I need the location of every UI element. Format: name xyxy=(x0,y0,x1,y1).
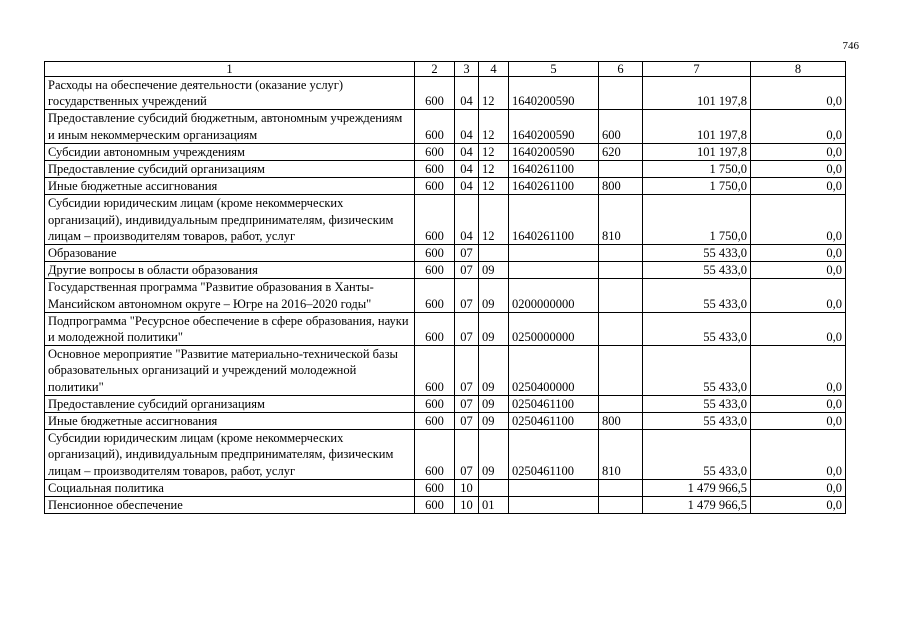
cell-col6: 810 xyxy=(599,195,643,245)
cell-col6: 600 xyxy=(599,110,643,143)
table-row xyxy=(45,110,846,143)
cell-col8: 0,0 xyxy=(751,413,846,430)
cell-col7: 55 433,0 xyxy=(643,245,751,262)
cell-col3: 10 xyxy=(455,497,479,514)
cell-col7: 1 750,0 xyxy=(643,195,751,245)
cell-col7: 55 433,0 xyxy=(643,312,751,345)
table-row xyxy=(45,395,846,412)
cell-col5 xyxy=(509,262,599,279)
cell-col8: 0,0 xyxy=(751,497,846,514)
row-name: Образование xyxy=(45,245,415,262)
cell-col4: 12 xyxy=(479,143,509,160)
cell-col3: 04 xyxy=(455,195,479,245)
column-header: 5 xyxy=(509,62,599,77)
cell-col7: 1 479 966,5 xyxy=(643,497,751,514)
cell-col8: 0,0 xyxy=(751,161,846,178)
column-header: 2 xyxy=(415,62,455,77)
cell-col3: 07 xyxy=(455,312,479,345)
cell-col6 xyxy=(599,395,643,412)
cell-col8: 0,0 xyxy=(751,178,846,195)
cell-col4: 09 xyxy=(479,279,509,312)
cell-col2: 600 xyxy=(415,497,455,514)
row-name: Подпрограмма "Ресурсное обеспечение в сфере образования, науки и молодежной политики" xyxy=(45,312,415,345)
cell-col6 xyxy=(599,245,643,262)
cell-col4: 12 xyxy=(479,110,509,143)
table-row xyxy=(45,497,846,514)
cell-col5: 1640200590 xyxy=(509,110,599,143)
cell-col7: 55 433,0 xyxy=(643,262,751,279)
cell-col2: 600 xyxy=(415,479,455,496)
cell-col7: 101 197,8 xyxy=(643,110,751,143)
row-name: Предоставление субсидий организациям xyxy=(45,395,415,412)
header-row xyxy=(45,62,846,77)
row-name: Основное мероприятие "Развитие материально-технической базы образовательных организаций и учреждений молодежной политики" xyxy=(45,346,415,396)
cell-col5: 0250000000 xyxy=(509,312,599,345)
cell-col3: 07 xyxy=(455,395,479,412)
cell-col3: 07 xyxy=(455,245,479,262)
column-header: 8 xyxy=(751,62,846,77)
cell-col6 xyxy=(599,161,643,178)
cell-col4: 12 xyxy=(479,77,509,110)
cell-col3: 04 xyxy=(455,161,479,178)
cell-col8: 0,0 xyxy=(751,479,846,496)
cell-col2: 600 xyxy=(415,279,455,312)
cell-col2: 600 xyxy=(415,110,455,143)
cell-col7: 55 433,0 xyxy=(643,346,751,396)
cell-col5: 0200000000 xyxy=(509,279,599,312)
cell-col6 xyxy=(599,262,643,279)
cell-col8: 0,0 xyxy=(751,245,846,262)
cell-col2: 600 xyxy=(415,178,455,195)
cell-col7: 1 750,0 xyxy=(643,178,751,195)
cell-col2: 600 xyxy=(415,430,455,480)
column-header: 1 xyxy=(45,62,415,77)
cell-col3: 07 xyxy=(455,413,479,430)
cell-col4: 12 xyxy=(479,178,509,195)
cell-col5: 0250461100 xyxy=(509,395,599,412)
cell-col8: 0,0 xyxy=(751,77,846,110)
cell-col7: 101 197,8 xyxy=(643,143,751,160)
cell-col6 xyxy=(599,279,643,312)
cell-col7: 55 433,0 xyxy=(643,430,751,480)
cell-col2: 600 xyxy=(415,413,455,430)
cell-col6 xyxy=(599,346,643,396)
table-row xyxy=(45,262,846,279)
cell-col5: 1640261100 xyxy=(509,195,599,245)
table-row xyxy=(45,279,846,312)
row-name: Пенсионное обеспечение xyxy=(45,497,415,514)
cell-col8: 0,0 xyxy=(751,312,846,345)
cell-col4: 09 xyxy=(479,430,509,480)
cell-col5: 1640261100 xyxy=(509,178,599,195)
table-row xyxy=(45,479,846,496)
cell-col7: 101 197,8 xyxy=(643,77,751,110)
column-header: 3 xyxy=(455,62,479,77)
cell-col4 xyxy=(479,245,509,262)
cell-col3: 07 xyxy=(455,279,479,312)
row-name: Субсидии юридическим лицам (кроме некоммерческих организаций), индивидуальным предпринимателям, физическим лицам – производителям товаров, работ, услуг xyxy=(45,195,415,245)
column-header: 6 xyxy=(599,62,643,77)
cell-col5 xyxy=(509,245,599,262)
row-name: Расходы на обеспечение деятельности (оказание услуг) государственных учреждений xyxy=(45,77,415,110)
table-row xyxy=(45,77,846,110)
row-name: Предоставление субсидий бюджетным, автономным учреждениям и иным некоммерческим организациям xyxy=(45,110,415,143)
cell-col2: 600 xyxy=(415,77,455,110)
cell-col7: 55 433,0 xyxy=(643,413,751,430)
cell-col2: 600 xyxy=(415,143,455,160)
table-row xyxy=(45,161,846,178)
cell-col4: 09 xyxy=(479,413,509,430)
cell-col7: 1 750,0 xyxy=(643,161,751,178)
cell-col7: 1 479 966,5 xyxy=(643,479,751,496)
table-row xyxy=(45,245,846,262)
cell-col5: 1640200590 xyxy=(509,143,599,160)
cell-col2: 600 xyxy=(415,262,455,279)
table-row xyxy=(45,178,846,195)
cell-col5 xyxy=(509,497,599,514)
cell-col6 xyxy=(599,312,643,345)
table-row xyxy=(45,195,846,245)
cell-col4: 12 xyxy=(479,161,509,178)
cell-col2: 600 xyxy=(415,312,455,345)
row-name: Иные бюджетные ассигнования xyxy=(45,178,415,195)
cell-col4: 09 xyxy=(479,312,509,345)
row-name: Другие вопросы в области образования xyxy=(45,262,415,279)
cell-col2: 600 xyxy=(415,346,455,396)
cell-col8: 0,0 xyxy=(751,279,846,312)
cell-col5: 0250400000 xyxy=(509,346,599,396)
cell-col8: 0,0 xyxy=(751,395,846,412)
cell-col3: 10 xyxy=(455,479,479,496)
row-name: Предоставление субсидий организациям xyxy=(45,161,415,178)
cell-col8: 0,0 xyxy=(751,110,846,143)
table-row xyxy=(45,312,846,345)
cell-col8: 0,0 xyxy=(751,262,846,279)
column-header: 4 xyxy=(479,62,509,77)
cell-col8: 0,0 xyxy=(751,346,846,396)
cell-col4: 09 xyxy=(479,262,509,279)
row-name: Государственная программа "Развитие образования в Ханты-Мансийском автономном округе – Югре на 2016–2020 годы" xyxy=(45,279,415,312)
cell-col8: 0,0 xyxy=(751,195,846,245)
table-row xyxy=(45,413,846,430)
budget-table xyxy=(44,61,846,514)
cell-col4: 12 xyxy=(479,195,509,245)
cell-col3: 07 xyxy=(455,262,479,279)
cell-col4 xyxy=(479,479,509,496)
cell-col6: 800 xyxy=(599,413,643,430)
cell-col6 xyxy=(599,479,643,496)
row-name: Социальная политика xyxy=(45,479,415,496)
cell-col6: 810 xyxy=(599,430,643,480)
cell-col5 xyxy=(509,479,599,496)
cell-col8: 0,0 xyxy=(751,430,846,480)
cell-col5: 1640261100 xyxy=(509,161,599,178)
cell-col5: 0250461100 xyxy=(509,413,599,430)
table-row xyxy=(45,430,846,480)
cell-col7: 55 433,0 xyxy=(643,279,751,312)
cell-col3: 04 xyxy=(455,110,479,143)
cell-col3: 04 xyxy=(455,178,479,195)
cell-col6: 620 xyxy=(599,143,643,160)
cell-col6 xyxy=(599,497,643,514)
cell-col6 xyxy=(599,77,643,110)
cell-col2: 600 xyxy=(415,395,455,412)
cell-col4: 09 xyxy=(479,346,509,396)
cell-col3: 07 xyxy=(455,430,479,480)
row-name: Субсидии юридическим лицам (кроме некоммерческих организаций), индивидуальным предпринимателям, физическим лицам – производителям товаров, работ, услуг xyxy=(45,430,415,480)
cell-col5: 1640200590 xyxy=(509,77,599,110)
column-header: 7 xyxy=(643,62,751,77)
table-row xyxy=(45,143,846,160)
cell-col3: 04 xyxy=(455,77,479,110)
table-row xyxy=(45,346,846,396)
cell-col4: 09 xyxy=(479,395,509,412)
page-number: 746 xyxy=(842,40,859,52)
row-name: Иные бюджетные ассигнования xyxy=(45,413,415,430)
cell-col3: 04 xyxy=(455,143,479,160)
cell-col4: 01 xyxy=(479,497,509,514)
cell-col3: 07 xyxy=(455,346,479,396)
cell-col8: 0,0 xyxy=(751,143,846,160)
row-name: Субсидии автономным учреждениям xyxy=(45,143,415,160)
cell-col5: 0250461100 xyxy=(509,430,599,480)
cell-col2: 600 xyxy=(415,195,455,245)
cell-col7: 55 433,0 xyxy=(643,395,751,412)
cell-col2: 600 xyxy=(415,161,455,178)
cell-col2: 600 xyxy=(415,245,455,262)
cell-col6: 800 xyxy=(599,178,643,195)
